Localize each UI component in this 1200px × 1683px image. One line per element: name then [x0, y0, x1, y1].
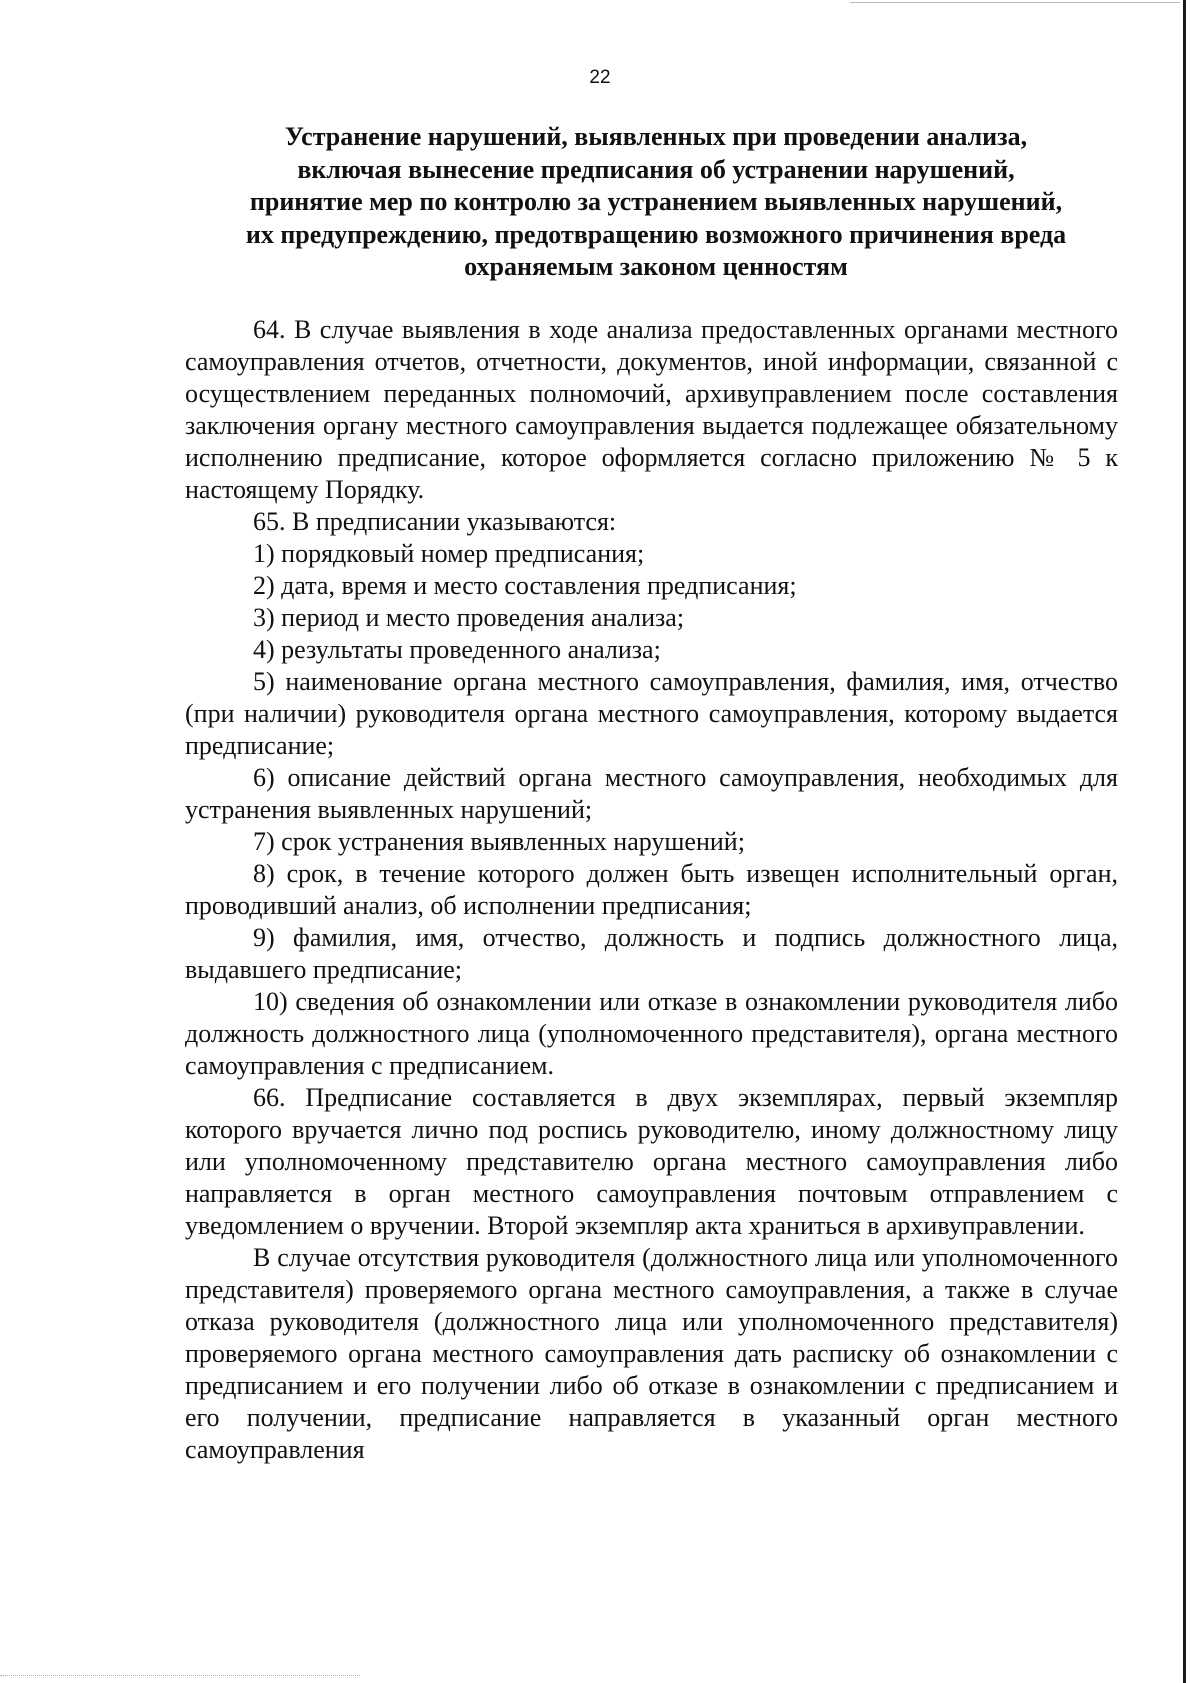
heading-line: принятие мер по контролю за устранением выявленных нарушений, [249, 187, 1063, 217]
paragraph-64: 64. В случае выявления в ходе анализа предоставленных органами местного самоуправления отчетов, отчетности, документов, иной информации, связанной с осуществлением переданных полномочий, архивуправлением после составления заключения органу местного самоуправления выдается подлежащее обязательному исполнению предписание, которое оформляется согласно приложению № 5 к настоящему Порядку. [185, 315, 1118, 504]
section-heading [180, 121, 1132, 284]
paragraph-66-continued: В случае отсутствия руководителя (должностного лица или уполномоченного представителя) проверяемого органа местного самоуправления, а также в случае отказа руководителя (должностного лица или уполномоченного представителя) проверяемого органа местного самоуправления дать расписку об ознакомлении с предписанием и его получении либо об отказе в ознакомлении с предписанием и его получении, предписание направляется в указанный орган местного самоуправления [185, 1243, 1118, 1464]
paragraph-66: 66. Предписание составляется в двух экземплярах, первый экземпляр которого вручается лично под роспись руководителю, иному должностному лицу или уполномоченному представителю органа местного самоуправления либо направляется в орган местного самоуправления почтовым отправлением с уведомлением о вручении. Второй экземпляр акта храниться в архивуправлении. [185, 1083, 1118, 1240]
list-item-2: 2) дата, время и место составления предписания; [253, 571, 797, 600]
heading-line: Устранение нарушений, выявленных при проведении анализа, [284, 122, 1028, 151]
list-item-6: 6) описание действий органа местного самоуправления, необходимых для устранения выявленных нарушений; [185, 763, 1118, 824]
heading-line: их предупреждению, предотвращению возможного причинения вреда [245, 219, 1067, 249]
list-item-1: 1) порядковый номер предписания; [253, 539, 645, 568]
list-item-7: 7) срок устранения выявленных нарушений; [253, 827, 745, 856]
heading-line: включая вынесение предписания об устранении нарушений, [297, 154, 1015, 184]
scan-edge-top [850, 2, 1180, 3]
list-item-4: 4) результаты проведенного анализа; [253, 635, 661, 664]
list-item-8: 8) срок, в течение которого должен быть извещен исполнительный орган, проводивший анализ, об исполнении предписания; [185, 859, 1118, 920]
scan-edge-right [1183, 0, 1186, 1683]
list-item-9: 9) фамилия, имя, отчество, должность и подпись должностного лица, выдавшего предписание; [185, 923, 1118, 984]
page-number: 22 [589, 67, 611, 88]
list-item-10: 10) сведения об ознакомлении или отказе в ознакомлении руководителя либо должность должностного лица (уполномоченного представителя), органа местного самоуправления с предписанием. [185, 987, 1118, 1080]
list-item-3: 3) период и место проведения анализа; [253, 603, 685, 632]
heading-line: охраняемым законом ценностям [464, 252, 848, 282]
paragraph-65: 65. В предписании указываются: [253, 507, 617, 536]
scan-edge-bottom [0, 1675, 360, 1676]
document-body [185, 314, 1118, 1466]
list-item-5: 5) наименование органа местного самоуправления, фамилия, имя, отчество (при наличии) руководителя органа местного самоуправления, которому выдается предписание; [185, 667, 1118, 760]
